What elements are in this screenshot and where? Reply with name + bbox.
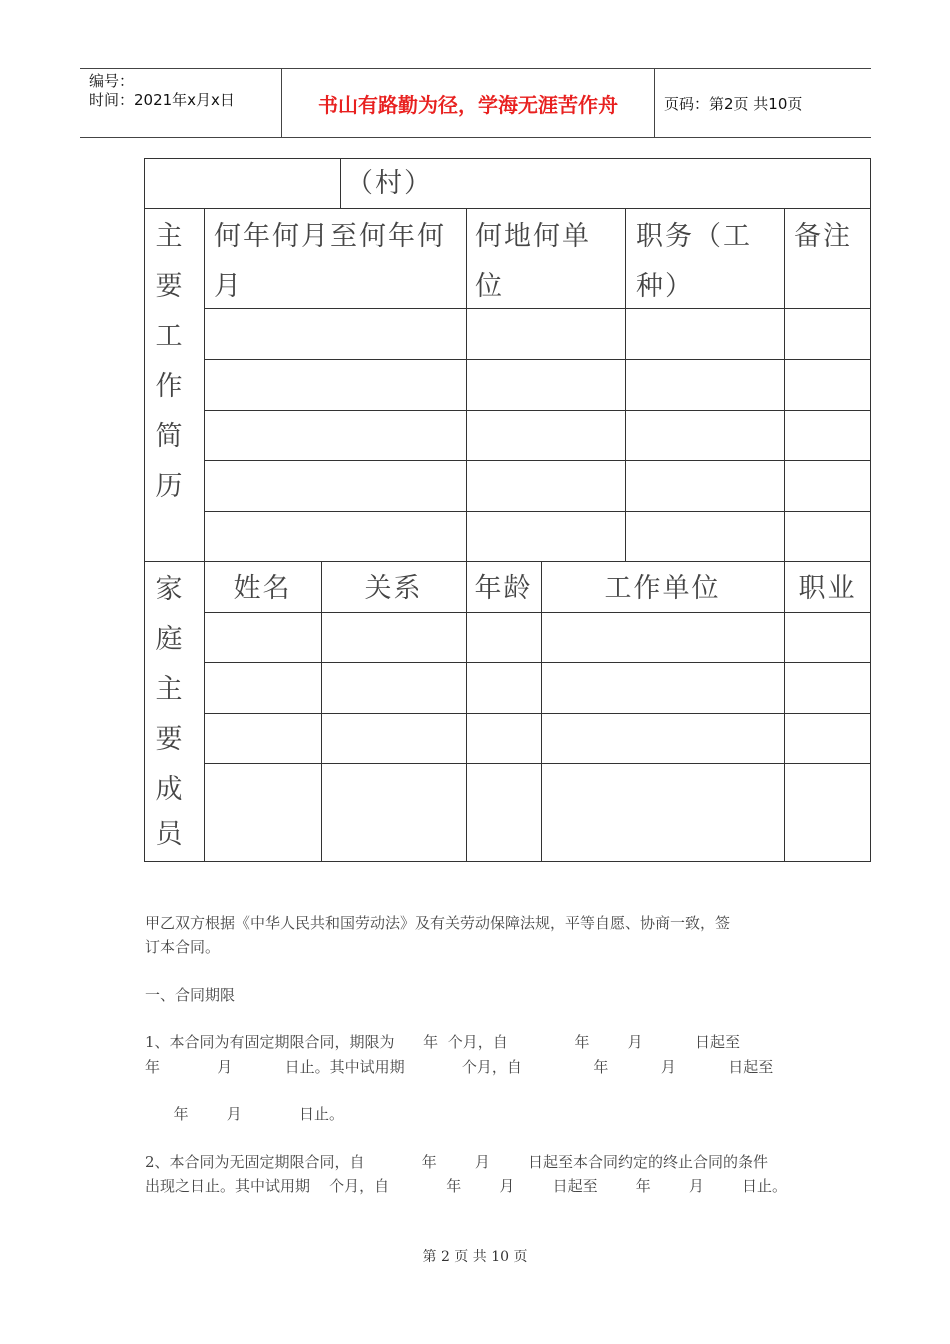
village-label: （村） (346, 168, 433, 199)
resume-table (144, 158, 871, 862)
section-heading-term: 一、合同期限 (145, 986, 236, 1004)
section-char: 要 (155, 271, 183, 302)
header-period-cont: 月 (214, 271, 243, 302)
header-page-info: 页码：第2页 共10页 (664, 94, 803, 113)
contract-intro-line: 甲乙双方根据《中华人民共和国劳动法》及有关劳动保障法规，平等自愿、协商一致，签 (145, 914, 731, 932)
clause-1-line: 年 月 日止。其中试用期 个月，自 年 月 日起至 (145, 1058, 774, 1076)
header-divider (654, 69, 655, 137)
section-char: 主 (155, 221, 183, 252)
section-char: 庭 (155, 624, 183, 655)
clause-2-line: 出现之日止。其中试用期 个月，自 年 月 日起至 年 月 日止。 (145, 1177, 788, 1195)
header-occupation: 职业 (798, 573, 857, 604)
header-employer: 工作单位 (604, 573, 721, 604)
contract-intro-line: 订本合同。 (145, 938, 221, 956)
header-age: 年龄 (474, 573, 533, 604)
section-char: 家 (155, 574, 183, 605)
header-meta (89, 72, 235, 110)
header-place: 何地何单 (475, 221, 591, 252)
header-place-cont: 位 (475, 271, 504, 302)
number-label: 编号： (89, 72, 135, 90)
clause-1-line: 年 月 日止。 (145, 1105, 344, 1123)
page-header (80, 68, 871, 138)
section-char: 主 (155, 674, 183, 705)
section-char: 员 (155, 819, 183, 850)
header-relation: 关系 (364, 573, 423, 604)
header-remarks: 备注 (794, 221, 852, 252)
clause-1-line: 1、本合同为有固定期限合同，期限为 年 个月，自 年 月 日起至 (145, 1033, 741, 1051)
page-footer: 第 2 页 共 10 页 (422, 1249, 528, 1265)
header-period: 何年何月至何年何 (214, 221, 446, 252)
clause-2-line: 2、本合同为无固定期限合同，自 年 月 日起至本合同约定的终止合同的条件 (145, 1153, 769, 1171)
section-char: 简 (155, 421, 183, 452)
section-char: 要 (155, 724, 183, 755)
section-char: 成 (155, 774, 183, 805)
header-position: 职务（工 (636, 221, 752, 252)
header-position-cont: 种） (636, 271, 694, 302)
time-label: 时间：2021年x月x日 (89, 91, 235, 109)
section-char: 作 (155, 371, 183, 402)
section-char: 工 (155, 321, 183, 352)
header-slogan: 书山有路勤为径，学海无涯苦作舟 (318, 92, 618, 117)
header-name: 姓名 (233, 573, 292, 604)
section-char: 历 (155, 471, 183, 502)
